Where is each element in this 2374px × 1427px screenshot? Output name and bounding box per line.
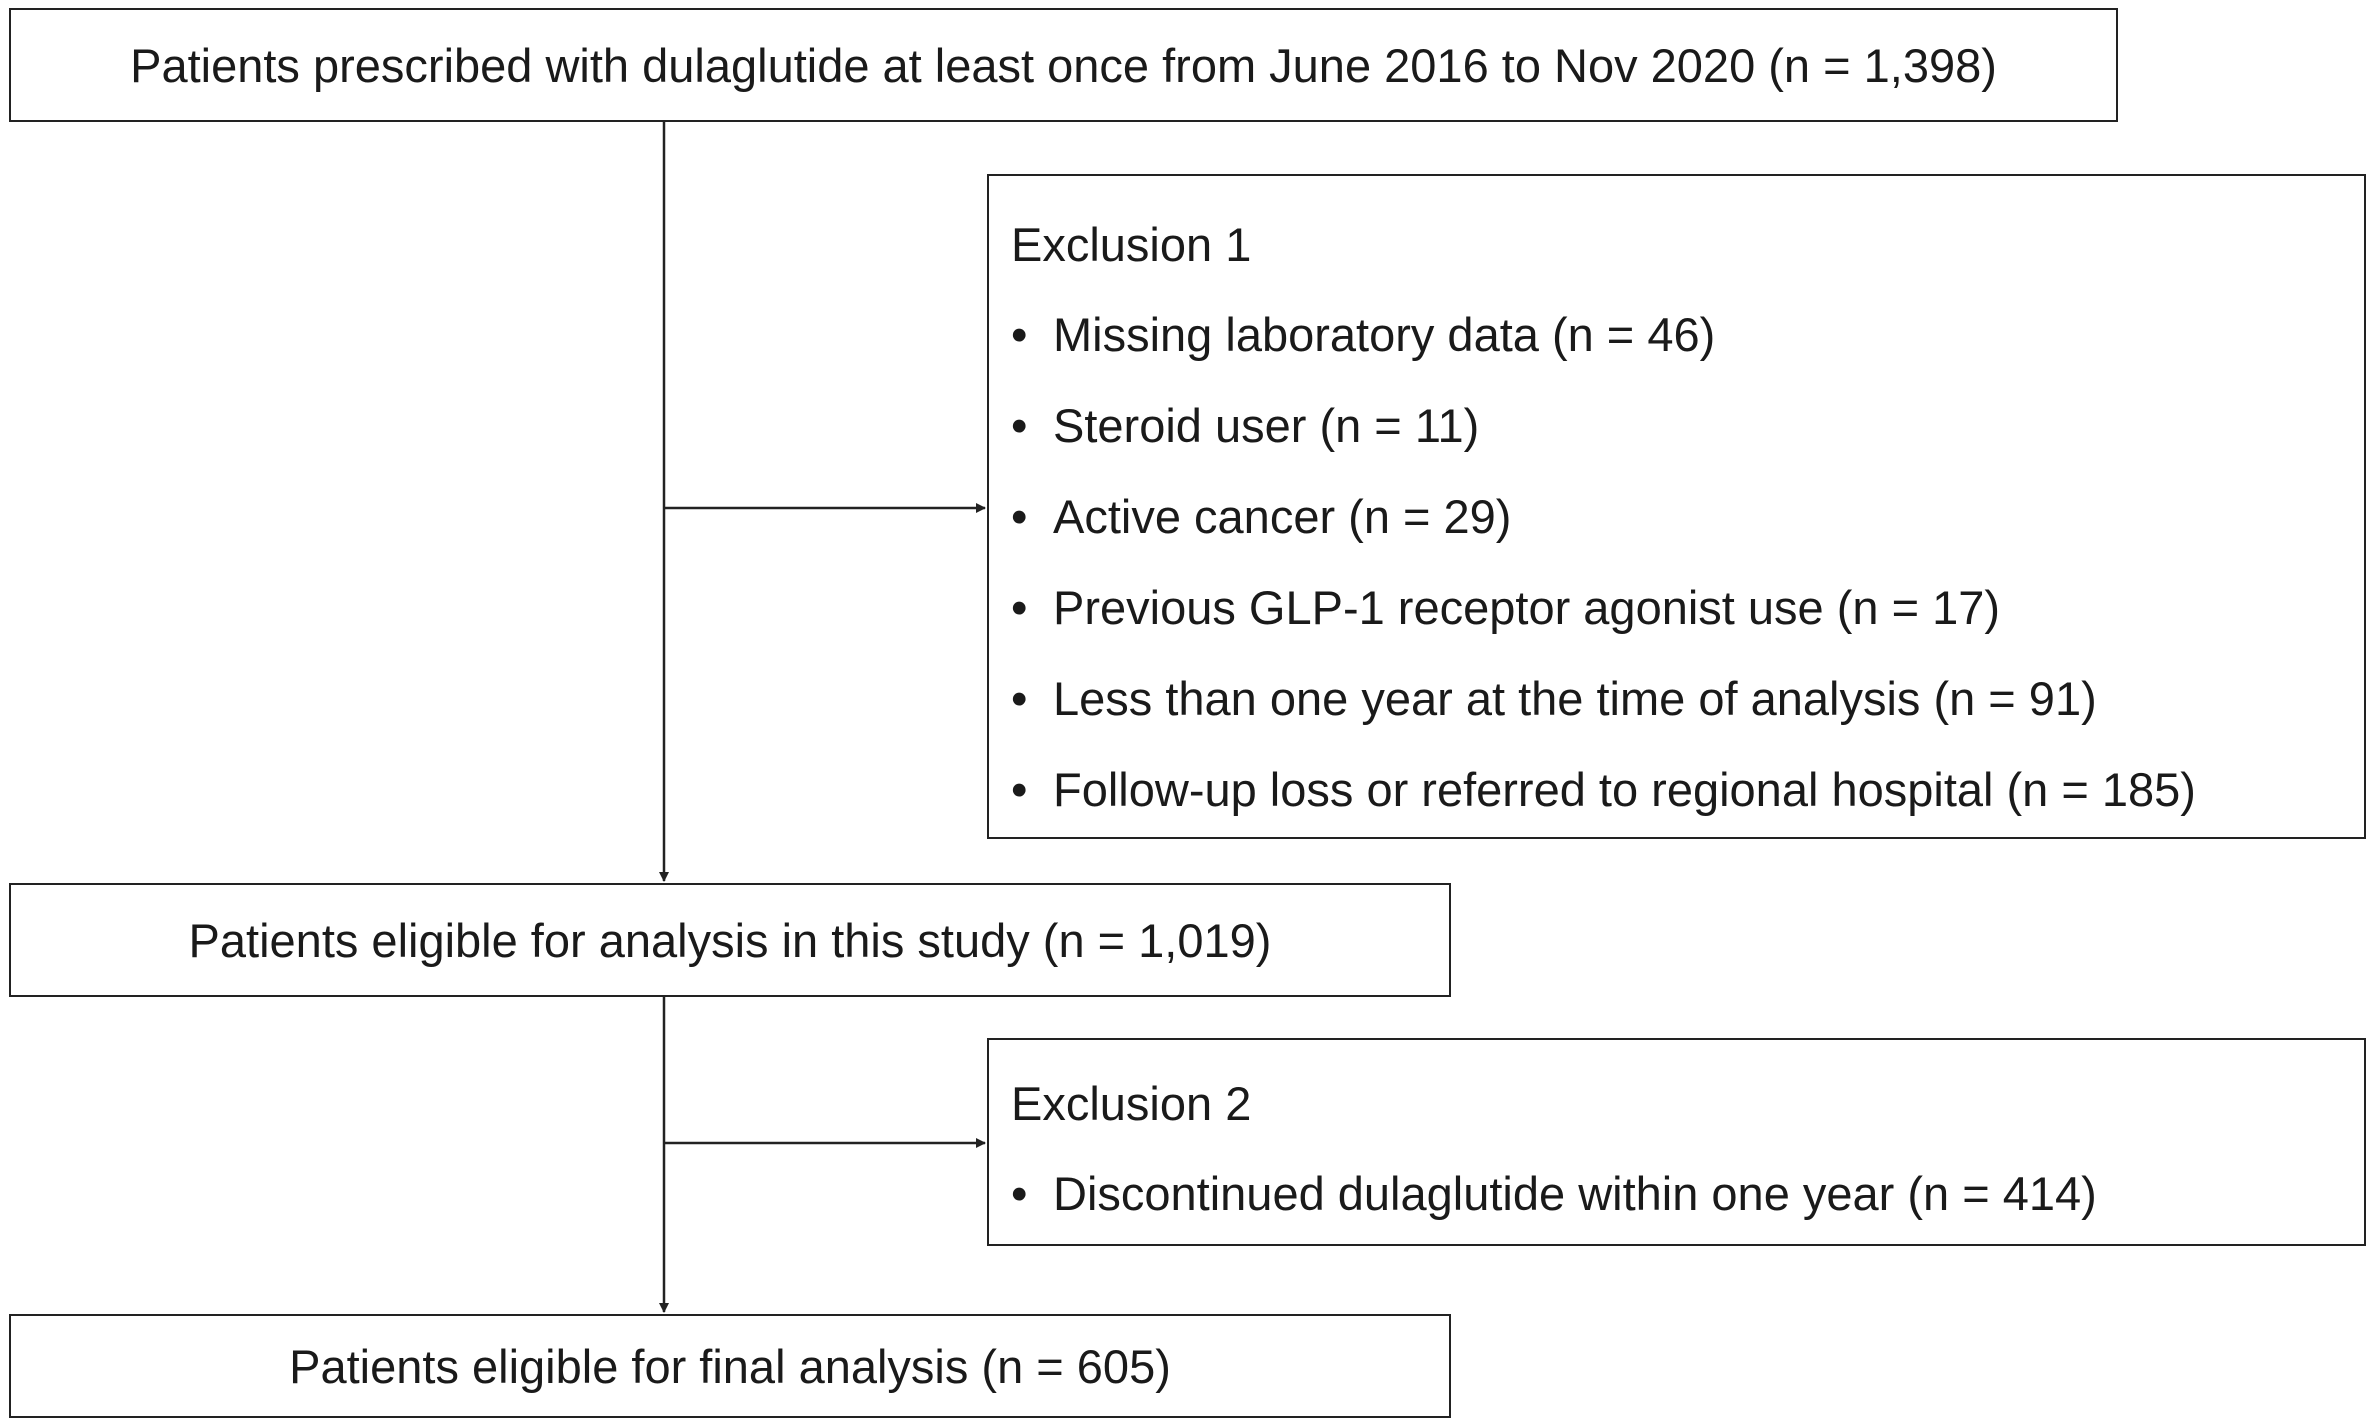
exclusion1-box	[987, 174, 2366, 839]
final-cohort-box	[9, 1314, 1451, 1418]
exclusion1-item-text: Active cancer (n = 29)	[1053, 490, 1512, 543]
exclusion1-item-text: Missing laboratory data (n = 46)	[1053, 308, 1716, 361]
initial-cohort-box	[9, 8, 2118, 122]
exclusion1-item-text: Less than one year at the time of analysis (n = 91)	[1053, 672, 2097, 725]
exclusion2-box	[987, 1038, 2366, 1246]
exclusion1-item	[1011, 763, 2196, 816]
exclusion2-item-text: Discontinued dulaglutide within one year (n = 414)	[1053, 1167, 2097, 1220]
exclusion1-item	[1011, 581, 2001, 634]
exclusion1-title: Exclusion 1	[1011, 218, 1252, 271]
exclusion1-item	[1011, 399, 1480, 452]
initial-cohort-text: Patients prescribed with dulaglutide at least once from June 2016 to Nov 2020 (n = 1,398)	[130, 38, 1997, 92]
exclusion1-item-text: Previous GLP-1 receptor agonist use (n = 17)	[1053, 581, 2001, 634]
exclusion2-item	[1011, 1167, 2097, 1220]
final-cohort-text: Patients eligible for final analysis (n = 605)	[289, 1339, 1171, 1393]
bullet-icon: •	[1011, 308, 1028, 361]
bullet-icon: •	[1011, 490, 1028, 543]
bullet-icon: •	[1011, 1167, 1028, 1220]
exclusion1-item-text: Steroid user (n = 11)	[1053, 399, 1480, 452]
bullet-icon: •	[1011, 672, 1028, 725]
exclusion1-item	[1011, 490, 1512, 543]
exclusion1-item	[1011, 308, 1716, 361]
exclusion1-item-text: Follow-up loss or referred to regional hospital (n = 185)	[1053, 763, 2196, 816]
exclusion2-title: Exclusion 2	[1011, 1077, 1252, 1130]
bullet-icon: •	[1011, 763, 1028, 816]
eligible-cohort-box	[9, 883, 1451, 997]
bullet-icon: •	[1011, 581, 1028, 634]
eligible-cohort-text: Patients eligible for analysis in this study (n = 1,019)	[188, 913, 1272, 967]
exclusion1-item	[1011, 672, 2097, 725]
bullet-icon: •	[1011, 399, 1028, 452]
